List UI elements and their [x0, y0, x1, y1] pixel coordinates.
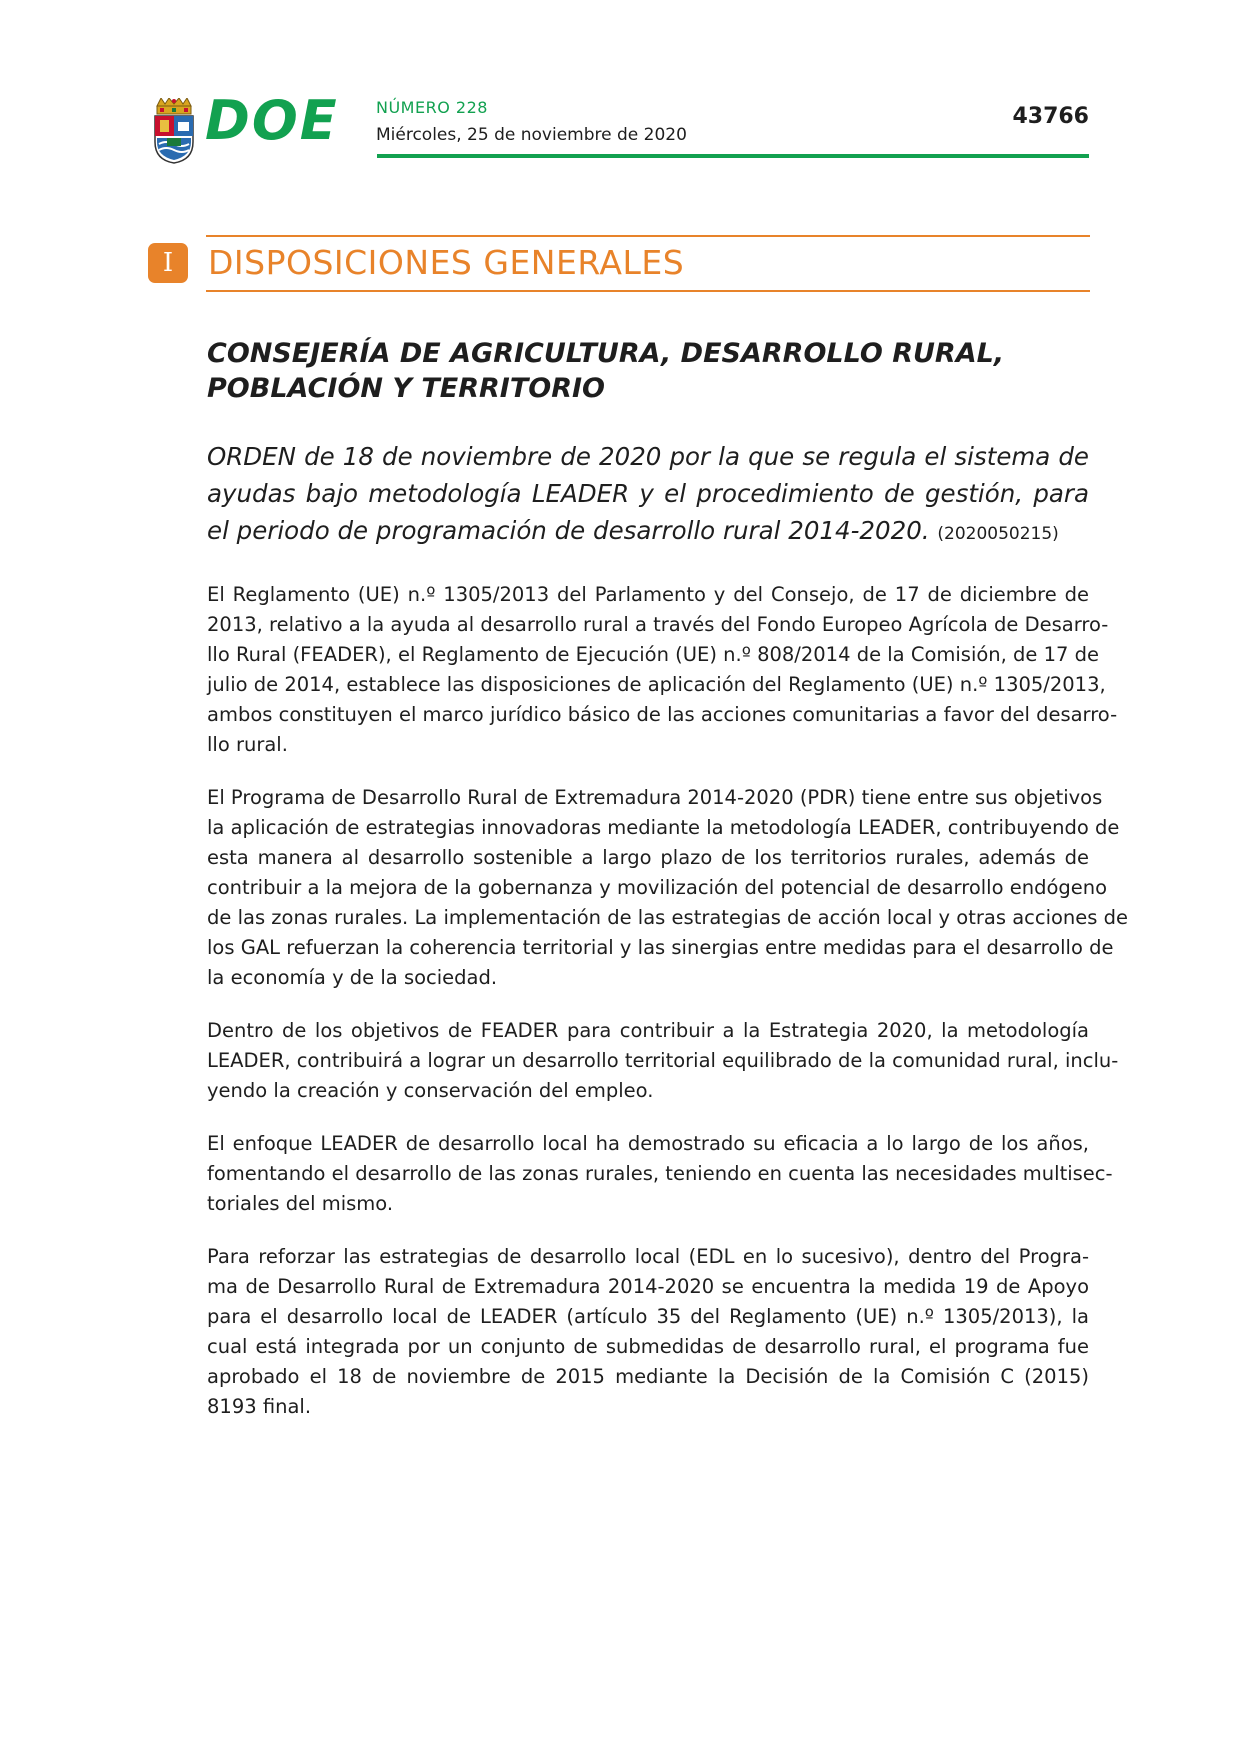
paragraph-line: ma de Desarrollo Rural de Extremadura 2014-2020 se encuentra la medida 19 de Apoyo	[207, 1275, 1089, 1298]
header-divider	[377, 154, 1089, 158]
paragraph-line: aprobado el 18 de noviembre de 2015 mediante la Decisión de la Comisión C (2015)	[207, 1365, 1089, 1388]
body-paragraph	[207, 580, 1118, 760]
section-title: DISPOSICIONES GENERALES	[208, 243, 685, 282]
paragraph-line: El Reglamento (UE) n.º 1305/2013 del Parlamento y del Consejo, de 17 de diciembre de	[207, 583, 1089, 606]
paragraph-line: de las zonas rurales. La implementación de las estrategias de acción local y otras acciones de	[207, 906, 1129, 929]
paragraph-line: toriales del mismo.	[207, 1192, 394, 1215]
section-divider-top	[206, 235, 1090, 237]
doe-logo: DOE	[205, 89, 339, 152]
paragraph-line: llo rural.	[207, 733, 288, 756]
paragraph-line: fomentando el desarrollo de las zonas rurales, teniendo en cuenta las necesidades multisec-	[207, 1162, 1113, 1185]
paragraph-line: la aplicación de estrategias innovadoras mediante la metodología LEADER, contribuyendo de	[207, 816, 1120, 839]
paragraph-line: El enfoque LEADER de desarrollo local ha demostrado su eficacia a lo largo de los años,	[207, 1132, 1089, 1155]
paragraph-line: Para reforzar las estrategias de desarrollo local (EDL en lo sucesivo), dentro del Progra-	[207, 1245, 1089, 1268]
department-title	[207, 336, 1089, 406]
department-title-line: CONSEJERÍA DE AGRICULTURA, DESARROLLO RURAL,	[207, 338, 1005, 369]
extremadura-coat-of-arms-icon	[151, 98, 197, 164]
paragraph-line: LEADER, contribuirá a lograr un desarrollo territorial equilibrado de la comunidad rural, inclu-	[207, 1049, 1119, 1072]
body-paragraph	[207, 1016, 1119, 1106]
paragraph-line: julio de 2014, establece las disposiciones de aplicación del Reglamento (UE) n.º 1305/2013,	[207, 673, 1106, 696]
paragraph-line: la economía y de la sociedad.	[207, 966, 498, 989]
order-code: (2020050215)	[937, 524, 1059, 544]
paragraph-line: esta manera al desarrollo sostenible a largo plazo de los territorios rurales, además de	[207, 846, 1089, 869]
issue-date: Miércoles, 25 de noviembre de 2020	[376, 125, 687, 145]
paragraph-line: contribuir a la mejora de la gobernanza y movilización del potencial de desarrollo endógeno	[207, 876, 1108, 899]
page-header	[151, 89, 1089, 164]
order-title	[207, 438, 1089, 553]
page-number: 43766	[1012, 104, 1089, 129]
body-paragraph	[207, 1129, 1113, 1219]
paragraph-line: Dentro de los objetivos de FEADER para contribuir a la Estrategia 2020, la metodología	[207, 1019, 1089, 1042]
paragraph-line: los GAL refuerzan la coherencia territorial y las sinergias entre medidas para el desarrollo de	[207, 936, 1114, 959]
body-paragraph	[207, 1242, 1089, 1422]
department-title-line: POBLACIÓN Y TERRITORIO	[207, 373, 605, 404]
paragraph-line: El Programa de Desarrollo Rural de Extremadura 2014-2020 (PDR) tiene entre sus objetivos	[207, 786, 1103, 809]
paragraph-line: 8193 final.	[207, 1395, 312, 1418]
order-title-text: ORDEN de 18 de noviembre de 2020 por la que se regula el sistema de ayudas bajo metodología LEADER y el procedimiento de gestión, para el periodo de programación de desarrollo rural 2014-2020.	[207, 442, 1089, 545]
paragraph-line: 2013, relativo a la ayuda al desarrollo rural a través del Fondo Europeo Agrícola de Desarro-	[207, 613, 1109, 636]
paragraph-line: llo Rural (FEADER), el Reglamento de Ejecución (UE) n.º 808/2014 de la Comisión, de 17 de	[207, 643, 1100, 666]
document-body	[207, 580, 1129, 1445]
body-paragraph	[207, 783, 1129, 993]
issue-number: NÚMERO 228	[376, 98, 488, 117]
paragraph-line: ambos constituyen el marco jurídico básico de las acciones comunitarias a favor del desarro-	[207, 703, 1118, 726]
paragraph-line: cual está integrada por un conjunto de submedidas de desarrollo rural, el programa fue	[207, 1335, 1089, 1358]
section-badge: I	[148, 243, 188, 283]
section-heading	[148, 235, 1090, 293]
paragraph-line: para el desarrollo local de LEADER (artículo 35 del Reglamento (UE) n.º 1305/2013), la	[207, 1305, 1089, 1328]
paragraph-line: yendo la creación y conservación del empleo.	[207, 1079, 654, 1102]
section-divider-bottom	[206, 290, 1090, 292]
